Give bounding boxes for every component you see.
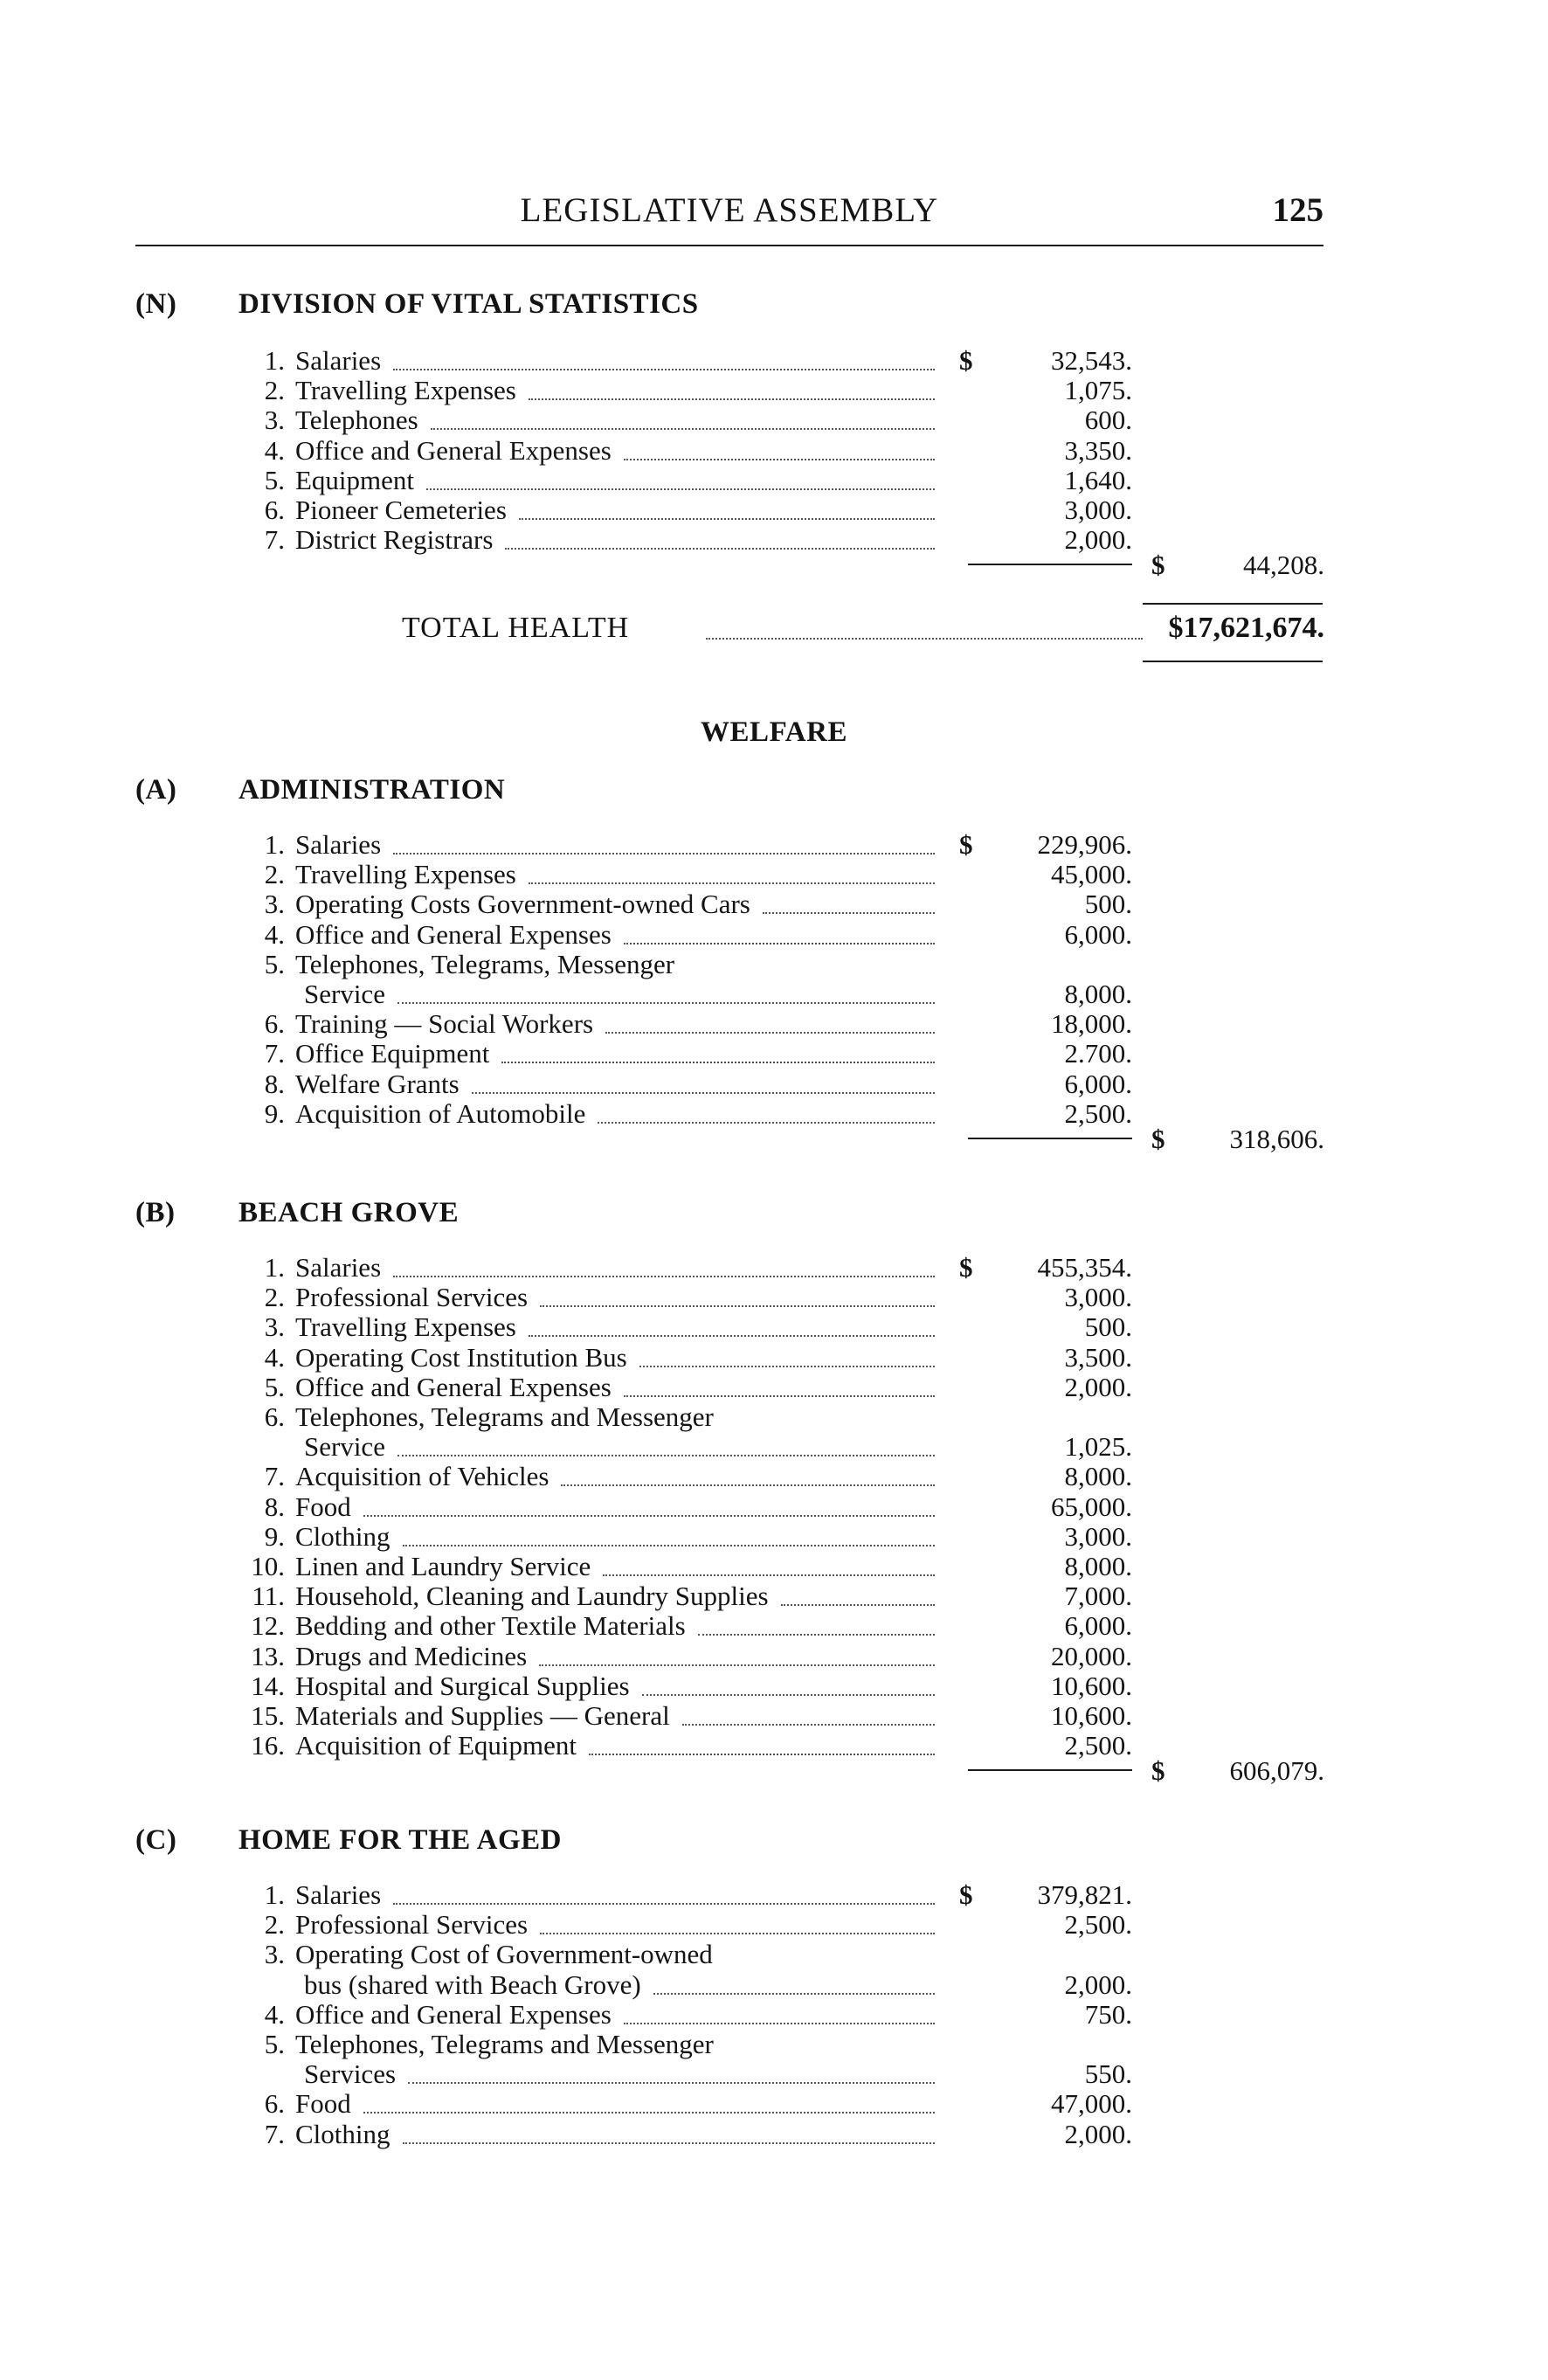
section-title: DIVISION OF VITAL STATISTICS xyxy=(238,288,699,320)
line-item-description: Salaries xyxy=(295,1879,382,1910)
line-item-amount: 10,600. xyxy=(1051,1700,1132,1731)
line-item-number: 15. xyxy=(251,1700,285,1731)
line-item-number: 11. xyxy=(252,1581,285,1612)
line-item-leader-dots xyxy=(603,1545,935,1576)
line-item-amount: 3,350. xyxy=(1064,434,1132,466)
line-item-dollar-sign: $ xyxy=(959,1879,973,1910)
line-item-amount: 47,000. xyxy=(1051,2088,1132,2120)
line-item-number: 5. xyxy=(264,464,285,495)
line-item-leader-dots xyxy=(624,913,935,944)
line-item-number: 7. xyxy=(264,524,285,556)
line-item-amount: 20,000. xyxy=(1051,1640,1132,1671)
line-item-description: Pioneer Cemeteries xyxy=(295,495,507,525)
section-title: ADMINISTRATION xyxy=(238,774,506,806)
line-item-amount: 2,000. xyxy=(1064,524,1132,556)
line-item-number: 8. xyxy=(264,1068,285,1099)
line-item-amount: 750. xyxy=(1084,1998,1132,2030)
line-item-description: Hospital and Surgical Supplies xyxy=(295,1670,630,1701)
line-item-amount: 500. xyxy=(1084,889,1132,920)
line-item-amount: 18,000. xyxy=(1051,1008,1132,1040)
subtotal-dollar-sign: $ xyxy=(1151,550,1165,581)
line-item-description: Acquisition of Automobile xyxy=(295,1097,586,1129)
line-item-amount: 7,000. xyxy=(1064,1581,1132,1612)
line-item-amount: 8,000. xyxy=(1064,979,1132,1009)
line-item-number: 5. xyxy=(264,1371,285,1402)
line-item-leader-dots xyxy=(393,1246,935,1277)
line-item-leader-dots xyxy=(431,398,935,430)
line-item-amount: 2,000. xyxy=(1064,2118,1132,2149)
line-item-leader-dots xyxy=(408,2052,935,2084)
section-label: (B) xyxy=(135,1197,176,1228)
line-item-number: 8. xyxy=(264,1491,285,1522)
total-health-rule-bottom xyxy=(1143,661,1323,662)
section-title: BEACH GROVE xyxy=(238,1197,460,1228)
line-item-description: Acquisition of Equipment xyxy=(295,1730,577,1761)
line-item-description: District Registrars xyxy=(295,524,494,556)
line-item-description: Service xyxy=(304,979,385,1009)
line-item-description: Travelling Expenses xyxy=(295,859,516,890)
total-health-rule-top xyxy=(1143,603,1323,605)
line-item-number: 13. xyxy=(251,1640,285,1671)
line-item-dollar-sign: $ xyxy=(959,345,973,376)
line-item-description: Telephones, Telegrams and Messenger xyxy=(295,1401,714,1432)
line-item-amount: 600. xyxy=(1084,405,1132,436)
line-item-amount: 3,000. xyxy=(1064,495,1132,525)
line-item-amount: 1,075. xyxy=(1064,375,1132,406)
total-health-label: TOTAL HEALTH xyxy=(402,612,630,644)
line-item-number: 4. xyxy=(264,1341,285,1373)
total-health-dots xyxy=(706,612,1143,640)
line-item-number: 16. xyxy=(251,1730,285,1761)
line-item-number: 1. xyxy=(264,1879,285,1910)
line-item-amount: 2,500. xyxy=(1064,1909,1132,1941)
line-item-leader-dots xyxy=(505,518,935,550)
line-item-number: 7. xyxy=(264,2118,285,2149)
line-item-number: 1. xyxy=(264,829,285,860)
line-item-leader-dots xyxy=(589,1724,935,1755)
line-item-number: 6. xyxy=(264,1401,285,1432)
line-item-amount: 2,000. xyxy=(1064,1371,1132,1402)
line-item-description: Drugs and Medicines xyxy=(295,1640,528,1671)
line-item-description: Salaries xyxy=(295,1252,382,1283)
line-item xyxy=(264,859,1132,890)
line-item-amount: 500. xyxy=(1084,1311,1132,1343)
line-item-amount: 8,000. xyxy=(1064,1461,1132,1492)
line-item-dollar-sign: $ xyxy=(959,829,973,860)
line-item-description: Service xyxy=(304,1431,385,1463)
welfare-heading: WELFARE xyxy=(701,716,847,748)
line-item xyxy=(264,2118,1132,2149)
line-item-amount: 6,000. xyxy=(1064,1610,1132,1642)
line-item-leader-dots xyxy=(403,1515,935,1546)
line-item-amount: 6,000. xyxy=(1064,918,1132,950)
total-health-amount: $17,621,674. xyxy=(1168,612,1324,644)
line-item-leader-dots xyxy=(501,1032,935,1063)
line-item-leader-dots xyxy=(639,1336,935,1367)
line-item-description: Salaries xyxy=(295,345,382,376)
line-item-number: 9. xyxy=(264,1520,285,1552)
line-item-number: 1. xyxy=(264,1252,285,1283)
section-label: (A) xyxy=(135,774,177,806)
line-item-description: Services xyxy=(304,2058,397,2090)
line-item xyxy=(264,1909,1132,1941)
line-item-leader-dots xyxy=(539,1635,935,1666)
subtotal-dollar-sign: $ xyxy=(1151,1124,1165,1154)
line-item-leader-dots xyxy=(698,1604,935,1636)
line-item-leader-dots xyxy=(682,1694,935,1726)
line-item-description: Operating Cost Institution Bus xyxy=(295,1341,627,1373)
line-item-amount: 229,906. xyxy=(1037,829,1132,860)
line-item-amount: 8,000. xyxy=(1064,1551,1132,1581)
line-item-number: 3. xyxy=(264,405,285,436)
line-item-amount: 10,600. xyxy=(1051,1670,1132,1701)
line-item-amount: 65,000. xyxy=(1051,1491,1132,1522)
line-item-leader-dots xyxy=(397,1425,935,1456)
line-item-description: Clothing xyxy=(295,2118,390,2149)
subtotal-dollar-sign: $ xyxy=(1151,1755,1165,1787)
line-item-number: 3. xyxy=(264,1311,285,1343)
line-item-leader-dots xyxy=(540,1903,935,1934)
line-item-leader-dots xyxy=(763,882,935,914)
line-item-leader-dots xyxy=(624,1993,935,2024)
line-item-description: Clothing xyxy=(295,1520,390,1552)
line-item-description: Office and General Expenses xyxy=(295,434,612,466)
line-item-number: 6. xyxy=(264,495,285,525)
line-item-description: Operating Cost of Government-owned xyxy=(295,1939,713,1970)
line-item-amount: 45,000. xyxy=(1051,859,1132,890)
line-item xyxy=(264,1998,1132,2030)
line-item-leader-dots xyxy=(781,1574,935,1606)
line-item-amount: 2,000. xyxy=(1064,1968,1132,2000)
line-item-number: 4. xyxy=(264,434,285,466)
line-item-description: Food xyxy=(295,1491,351,1522)
line-item-amount: 550. xyxy=(1084,2058,1132,2090)
line-item-number: 5. xyxy=(264,948,285,979)
line-item-number: 14. xyxy=(251,1670,285,1701)
line-item-description: Telephones, Telegrams and Messenger xyxy=(295,2029,714,2059)
line-item-description: Telephones xyxy=(295,405,418,436)
line-item-leader-dots xyxy=(529,369,935,400)
subtotal-line xyxy=(0,1755,1548,1787)
line-item-leader-dots xyxy=(397,972,935,1004)
line-item-leader-dots xyxy=(519,488,935,520)
line-item-number: 2. xyxy=(264,375,285,406)
line-item-number: 2. xyxy=(264,859,285,890)
line-item-description: Travelling Expenses xyxy=(295,375,516,406)
line-item-leader-dots xyxy=(363,2082,935,2114)
line-item-number: 6. xyxy=(264,1008,285,1040)
line-item-leader-dots xyxy=(624,429,935,460)
subtotal-amount: 606,079. xyxy=(1229,1755,1324,1787)
line-item-leader-dots xyxy=(393,1873,935,1905)
total-health-line xyxy=(402,612,1324,647)
line-item-number: 7. xyxy=(264,1038,285,1069)
line-item-amount: 2.700. xyxy=(1064,1038,1132,1069)
section-label: (N) xyxy=(135,288,177,320)
running-head xyxy=(135,190,1323,234)
line-item-number: 7. xyxy=(264,1461,285,1492)
line-item-amount: 1,640. xyxy=(1064,464,1132,495)
line-item-description: Bedding and other Textile Materials xyxy=(295,1610,686,1642)
line-item-amount: 1,025. xyxy=(1064,1431,1132,1463)
line-item-leader-dots xyxy=(393,823,935,854)
line-item-description: Operating Costs Government-owned Cars xyxy=(295,889,750,920)
line-item xyxy=(264,918,1132,950)
line-item-leader-dots xyxy=(363,1485,935,1517)
line-item-description: Equipment xyxy=(295,464,415,495)
line-item-description: Acquisition of Vehicles xyxy=(295,1461,549,1492)
line-item-description: Office and General Expenses xyxy=(295,1998,612,2030)
line-item-number: 1. xyxy=(264,345,285,376)
subtotal-line xyxy=(0,550,1548,581)
line-item-description: Food xyxy=(295,2088,351,2120)
line-item-leader-dots xyxy=(598,1092,935,1124)
line-item-number: 2. xyxy=(264,1282,285,1313)
line-item-amount: 455,354. xyxy=(1037,1252,1132,1283)
running-head-title: LEGISLATIVE ASSEMBLY xyxy=(520,191,939,229)
line-item-leader-dots xyxy=(624,1366,935,1397)
header-rule xyxy=(135,245,1323,246)
line-item-number: 4. xyxy=(264,1998,285,2030)
line-item xyxy=(264,1371,1132,1402)
line-item-number: 10. xyxy=(251,1551,285,1581)
section-label: (C) xyxy=(135,1824,177,1856)
line-item-number: 9. xyxy=(264,1097,285,1129)
line-item-leader-dots xyxy=(529,1305,935,1337)
page-number: 125 xyxy=(1272,191,1323,229)
line-item-amount: 6,000. xyxy=(1064,1068,1132,1099)
line-item-description: Professional Services xyxy=(295,1282,529,1313)
line-item-description: Office and General Expenses xyxy=(295,1371,612,1402)
line-item-amount: 2,500. xyxy=(1064,1730,1132,1761)
line-item-description: Office and General Expenses xyxy=(295,918,612,950)
line-item-amount: 3,000. xyxy=(1064,1282,1132,1313)
line-item-description: Training — Social Workers xyxy=(295,1008,594,1040)
line-item-number: 2. xyxy=(264,1909,285,1941)
line-item-leader-dots xyxy=(472,1062,935,1094)
line-item-leader-dots xyxy=(561,1455,935,1486)
line-item-description: Professional Services xyxy=(295,1909,529,1941)
line-item-number: 6. xyxy=(264,2088,285,2120)
line-item-amount: 379,821. xyxy=(1037,1879,1132,1910)
line-item xyxy=(251,1551,1132,1581)
line-item-leader-dots xyxy=(642,1664,935,1696)
line-item-leader-dots xyxy=(426,459,935,490)
line-item-leader-dots xyxy=(540,1276,935,1307)
line-item-description: Office Equipment xyxy=(295,1038,490,1069)
subtotal-amount: 318,606. xyxy=(1229,1124,1324,1154)
line-item-number: 3. xyxy=(264,889,285,920)
line-item-leader-dots xyxy=(529,853,935,884)
line-item-number: 5. xyxy=(264,2029,285,2059)
line-item-description: Materials and Supplies — General xyxy=(295,1700,670,1731)
line-item-leader-dots xyxy=(393,339,935,370)
line-item-description: Telephones, Telegrams, Messenger xyxy=(295,948,675,979)
line-item-amount: 3,500. xyxy=(1064,1341,1132,1373)
subtotal-line xyxy=(0,1124,1548,1155)
line-item-dollar-sign: $ xyxy=(959,1252,973,1283)
line-item-description: Household, Cleaning and Laundry Supplies xyxy=(295,1581,769,1612)
section-title: HOME FOR THE AGED xyxy=(238,1824,563,1856)
line-item-description: Linen and Laundry Service xyxy=(295,1551,591,1581)
line-item-description: bus (shared with Beach Grove) xyxy=(304,1968,641,2000)
line-item-amount: 3,000. xyxy=(1064,1520,1132,1552)
line-item-number: 4. xyxy=(264,918,285,950)
line-item-amount: 32,543. xyxy=(1051,345,1132,376)
subtotal-amount: 44,208. xyxy=(1243,550,1324,581)
line-item-description: Salaries xyxy=(295,829,382,860)
line-item-leader-dots xyxy=(653,1963,935,1995)
line-item-number: 12. xyxy=(251,1610,285,1642)
line-item-leader-dots xyxy=(605,1002,935,1034)
line-item-leader-dots xyxy=(403,2113,935,2144)
line-item-amount: 2,500. xyxy=(1064,1097,1132,1129)
line-item-number: 3. xyxy=(264,1939,285,1970)
line-item-description: Welfare Grants xyxy=(295,1068,460,1099)
line-item-description: Travelling Expenses xyxy=(295,1311,516,1343)
